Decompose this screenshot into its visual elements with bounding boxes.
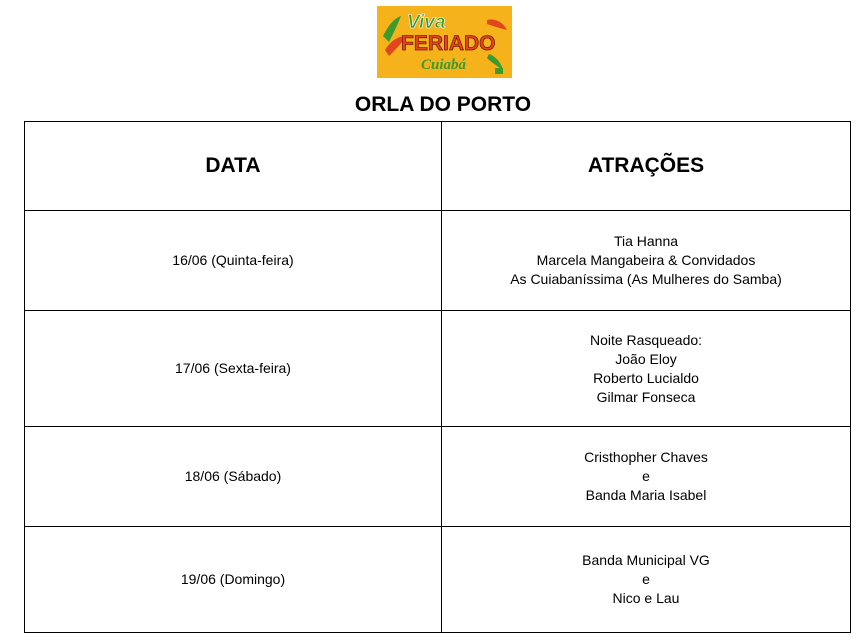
header-attractions: ATRAÇÕES [442,122,851,211]
attraction-line: As Cuiabaníssima (As Mulheres do Samba) [510,271,782,287]
attraction-line: Noite Rasqueado: [589,331,703,348]
attraction-line: Banda Maria Isabel [585,487,707,503]
date-text: 16/06 (Quinta-feira) [172,251,294,268]
date-cell [25,211,442,311]
attraction-line: Roberto Lucialdo [593,369,699,386]
attractions-cell [442,211,851,311]
viva-feriado-cuiaba-logo-icon [377,6,512,78]
date-cell [25,311,442,427]
attractions-cell [442,311,851,427]
attraction-line: e [642,468,650,484]
attraction-line: João Eloy [615,350,677,367]
header-date: DATA [25,122,442,211]
logo-line-3: Cuiabá [421,57,467,73]
date-text: 17/06 (Sexta-feira) [175,359,291,376]
event-logo [377,6,512,78]
table-row [25,311,851,427]
attraction-line: Marcela Mangabeira & Convidados [536,252,756,268]
table-header-row [25,122,851,211]
date-text: 19/06 (Domingo) [180,570,286,587]
attractions-cell [442,427,851,527]
attractions-cell [442,527,851,633]
page-title: ORLA DO PORTO [354,93,532,116]
date-cell [25,427,442,527]
logo-line-1: Viva [407,12,446,33]
schedule-table [24,121,851,633]
logo-line-2: FERIADO [401,32,496,55]
date-text: 18/06 (Sábado) [184,467,282,484]
attraction-line: Cristhopher Chaves [584,449,708,465]
table-row [25,211,851,311]
attraction-line: Banda Municipal VG [582,552,710,568]
attraction-line: Tia Hanna [613,233,679,249]
table-row [25,427,851,527]
attraction-line: e [642,571,650,587]
table-row [25,527,851,633]
date-cell [25,527,442,633]
attraction-line: Gilmar Fonseca [596,388,696,405]
attraction-line: Nico e Lau [612,590,680,606]
